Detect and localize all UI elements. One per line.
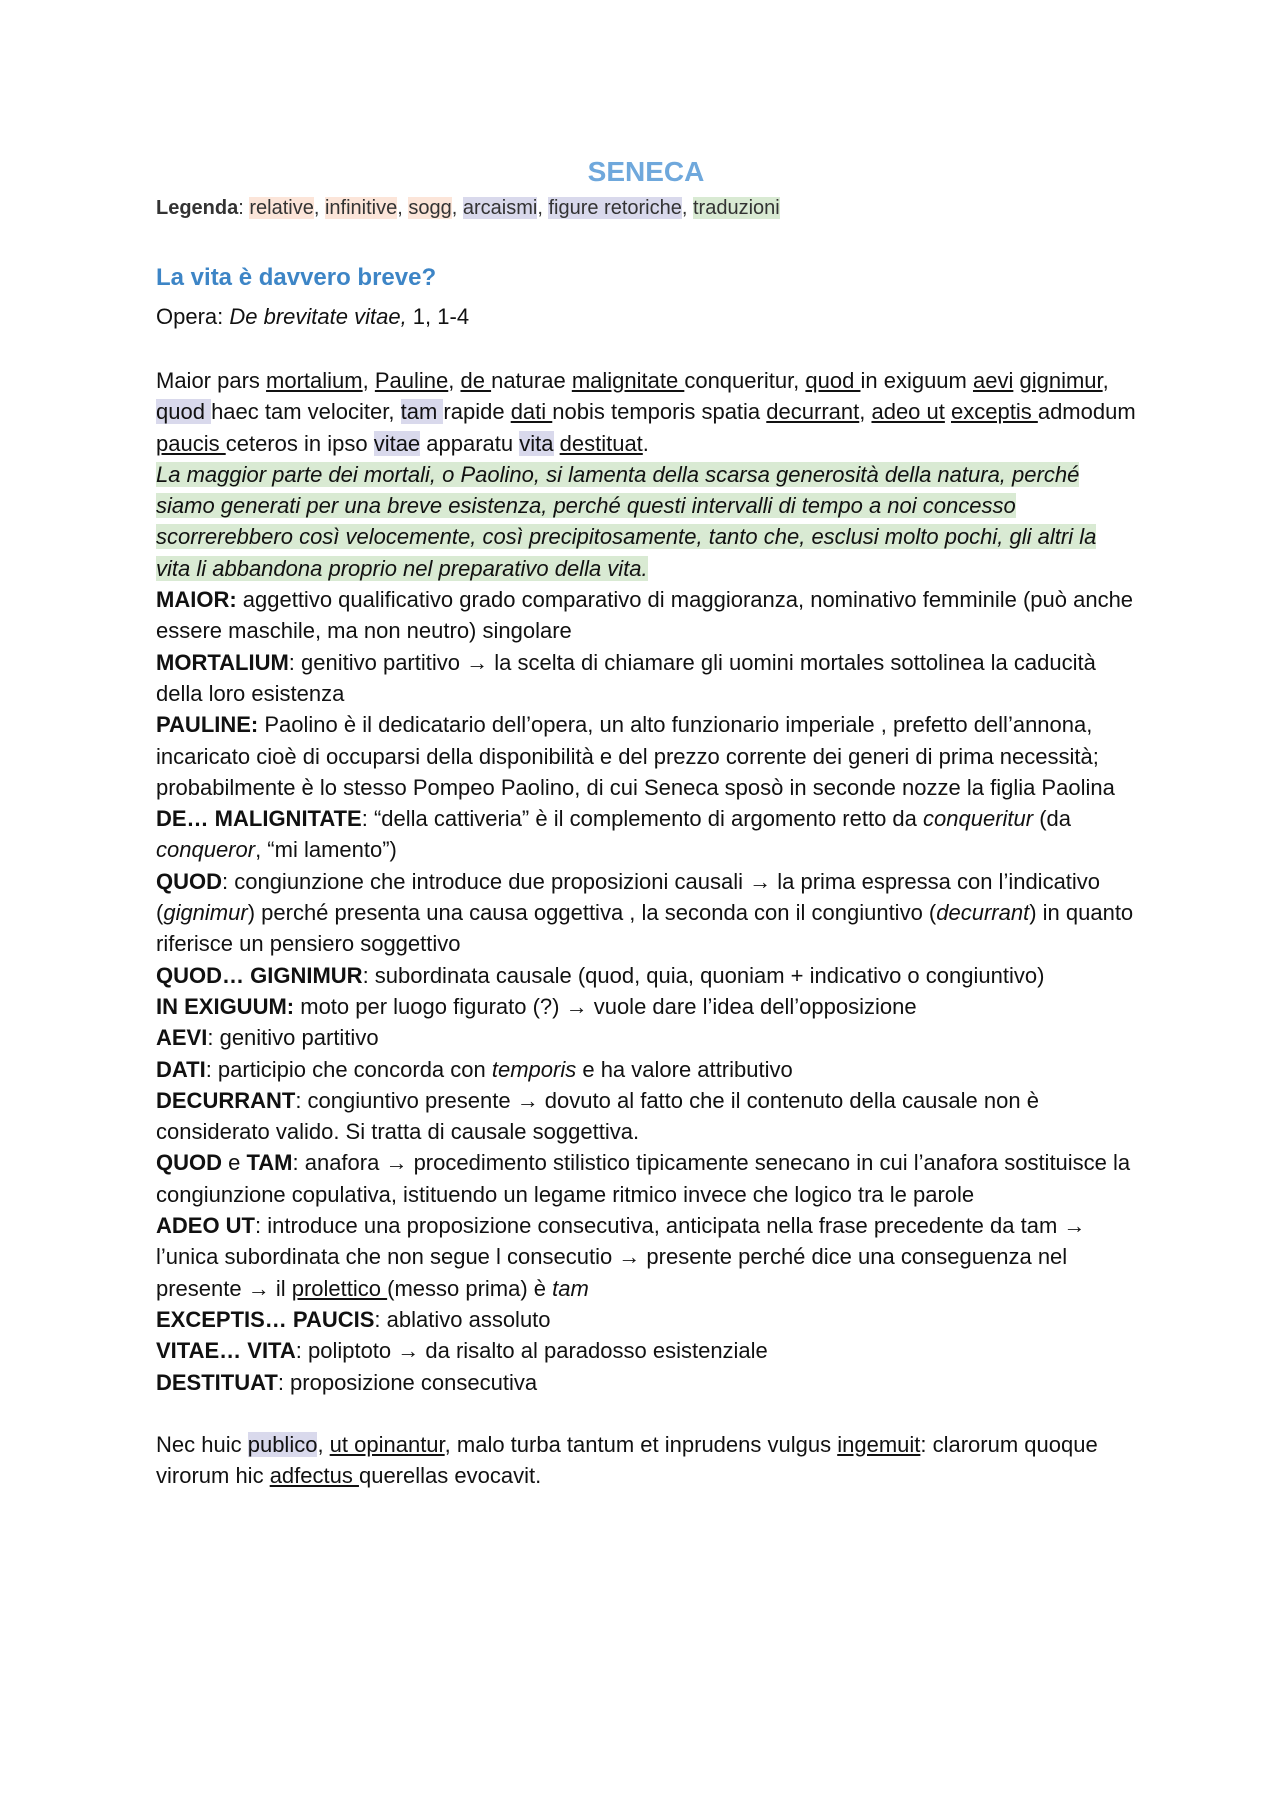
note-quod-gignimur: QUOD… GIGNIMUR: subordinata causale (quod, quia, quoniam + indicativo o congiuntivo) bbox=[156, 962, 1045, 988]
note-vitae-vita: VITAE… VITA: poliptoto → da risalto al paradosso esistenziale bbox=[156, 1338, 768, 1364]
note-destituat: DESTITUAT: proposizione consecutiva bbox=[156, 1369, 538, 1395]
note-aevi: AEVI: genitivo partitivo bbox=[156, 1025, 379, 1051]
note-de-malignitate: DE… MALIGNITATE: “della cattiveria” è il complemento di argomento retto da conqueritur (da conqueror, “mi lamento”) bbox=[156, 806, 1072, 863]
opera-line bbox=[156, 302, 469, 332]
legend-relative: relative bbox=[249, 197, 314, 219]
opera-ref: 1, 1-4 bbox=[406, 304, 470, 329]
section-heading: La vita è davvero breve? bbox=[156, 264, 437, 291]
note-quod: QUOD: congiunzione che introduce due proposizioni causali → la prima espressa con l’indicativo (gignimur) perché presenta una causa oggettiva , la seconda con il congiuntivo (decurrant) in quanto riferisce un pensiero soggettivo bbox=[156, 868, 1134, 957]
legend-arcaismi: arcaismi bbox=[462, 197, 538, 219]
legend: Legenda: relative, infinitive, sogg, arcaismi, figure retoriche, traduzioni bbox=[156, 197, 780, 219]
page-title: SENECA bbox=[587, 156, 705, 187]
note-adeo-ut: ADEO UT: introduce una proposizione consecutiva, anticipata nella frase precedente da tam → l’unica subordinata che non segue l consecutio → presente perché dice una conseguenza nel presente → il prolettico (messo prima) è tam bbox=[156, 1213, 1086, 1301]
translation-text: La maggior parte dei mortali, o Paolino, si lamenta della scarsa generosità della natura, perché siamo generati per una breve esistenza, perché questi intervalli di tempo a noi concesso scorrerebbero così velocemente, così precipitosamente, tanto che, esclusi molto pochi, gli altri la vita li abbandona proprio nel preparativo della vita. bbox=[156, 461, 1097, 581]
note-pauline: PAULINE: Paolino è il dedicatario dell’opera, un alto funzionario imperiale , prefetto dell’annona, incaricato cioè di occuparsi della disponibilità e del prezzo corrente dei generi di prima necessità; probabilmente è lo stesso Pompeo Paolino, di cui Seneca sposò in seconde nozze la figlia Paolina bbox=[156, 712, 1115, 800]
opera-title: De brevitate vitae, bbox=[229, 304, 407, 329]
note-exceptis-paucis: EXCEPTIS… PAUCIS: ablativo assoluto bbox=[156, 1306, 551, 1332]
latin-passage-2: Nec huic publico, ut opinantur, malo turba tantum et inprudens vulgus ingemuit: clarorum quoque virorum hic adfectus querellas evocavit. bbox=[156, 1431, 1098, 1489]
note-maior: MAIOR: aggettivo qualificativo grado comparativo di maggioranza, nominativo femminile (può anche essere maschile, ma non neutro) singolare bbox=[156, 587, 1134, 644]
note-in-exiguum: IN EXIGUUM: moto per luogo figurato (?) → vuole dare l’idea dell’opposizione bbox=[156, 993, 917, 1019]
opera-label: Opera: bbox=[156, 304, 230, 329]
note-decurrant: DECURRANT: congiuntivo presente → dovuto al fatto che il contenuto della causale non è considerato valido. Si tratta di causale soggettiva. bbox=[156, 1087, 1039, 1145]
paragraph-gap bbox=[156, 1398, 1136, 1429]
note-quod-tam: QUOD e TAM: anafora → procedimento stilistico tipicamente senecano in cui l’anafora sostituisce la congiunzione copulativa, istituendo un legame ritmico invece che logico tra le parole bbox=[156, 1150, 1131, 1207]
legend-sogg: sogg bbox=[408, 197, 452, 219]
legend-figure-retoriche: figure retoriche bbox=[548, 197, 682, 219]
legend-infinitive: infinitive bbox=[324, 197, 398, 219]
note-mortalium: MORTALIUM: genitivo partitivo → la scelta di chiamare gli uomini mortales sottolinea la caducità della loro esistenza bbox=[156, 649, 1096, 706]
legend-traduzioni: traduzioni bbox=[692, 197, 780, 219]
document-body bbox=[156, 365, 1136, 1491]
legend-label: Legenda bbox=[156, 197, 239, 219]
latin-passage-1: Maior pars mortalium, Pauline, de naturae malignitate conqueritur, quod in exiguum aevi gignimur, quod haec tam velociter, tam rapide dati nobis temporis spatia decurrant, adeo ut exceptis admodum paucis ceteros in ipso vitae apparatu vita destituat. bbox=[156, 368, 1136, 456]
note-dati: DATI: participio che concorda con temporis e ha valore attributivo bbox=[156, 1056, 793, 1082]
translation-paragraph bbox=[156, 459, 1136, 584]
